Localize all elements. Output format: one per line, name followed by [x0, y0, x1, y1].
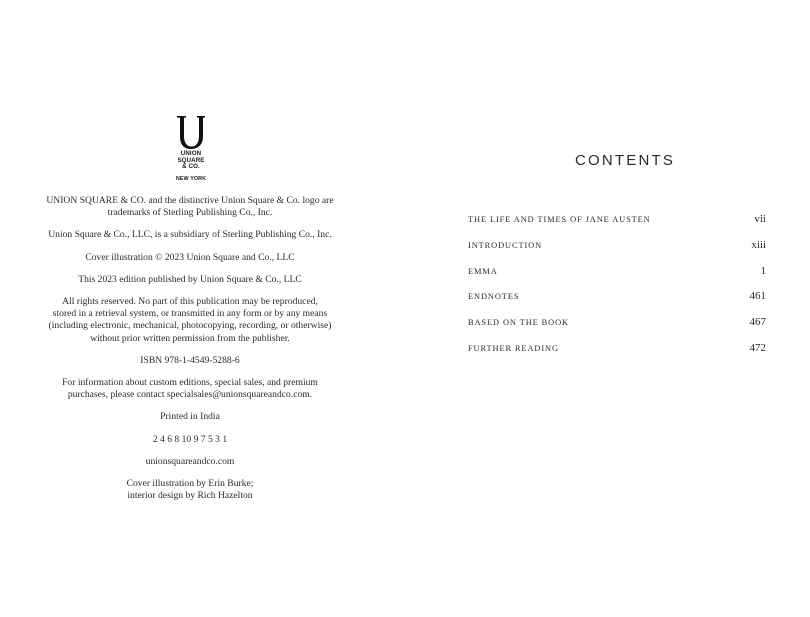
- toc-entry[interactable]: [468, 342, 766, 368]
- logo-line: SQUARE: [177, 156, 205, 164]
- toc-entry[interactable]: [468, 316, 766, 342]
- toc-entry[interactable]: [468, 265, 766, 291]
- text-line: interior design by Rich Hazelton: [127, 490, 253, 502]
- toc-entry-title: ENDNOTES: [468, 292, 520, 302]
- toc-entry-title: BASED ON THE BOOK: [468, 318, 569, 328]
- copyright-page: [0, 0, 395, 617]
- text-line: All rights reserved. No part of this publication may be reproduced,: [62, 296, 318, 308]
- contact-notice: [30, 377, 350, 401]
- toc-entry-page: 461: [749, 290, 766, 303]
- toc-entry-page: 1: [760, 264, 766, 277]
- printing-line: 2 4 6 8 10 9 7 5 3 1: [152, 433, 228, 445]
- text-line: (including electronic, mechanical, photocopying, recording, or otherwise): [48, 320, 332, 332]
- text-line: without prior written permission from the publisher.: [90, 332, 290, 344]
- copyright-block: [30, 195, 350, 512]
- text-line: purchases, please contact specialsales@unionsquareandco.com.: [67, 389, 313, 401]
- toc-entry-page: 467: [749, 316, 766, 329]
- toc-entry-title: INTRODUCTION: [468, 240, 543, 250]
- text-line: trademarks of Sterling Publishing Co., Inc.: [107, 207, 273, 219]
- website: unionsquareandco.com: [145, 455, 235, 467]
- logo-line: & CO.: [182, 163, 200, 171]
- toc-entry-page: xiii: [751, 238, 766, 251]
- toc-entry[interactable]: [468, 290, 766, 316]
- toc-entry-page: vii: [754, 213, 766, 225]
- logo-line: UNION: [180, 150, 202, 157]
- toc-entry-title: FURTHER READING: [468, 343, 559, 353]
- toc-entry[interactable]: [468, 239, 766, 265]
- printed-location: Printed in India: [160, 411, 220, 423]
- union-square-logo-icon: [174, 114, 208, 150]
- toc-entry-page: 472: [749, 341, 766, 354]
- isbn: ISBN 978-1-4549-5288-6: [140, 354, 240, 366]
- edition-notice: This 2023 edition published by Union Square & Co., LLC: [78, 273, 302, 285]
- toc-entry-title: THE LIFE AND TIMES OF JANE AUSTEN: [468, 215, 651, 224]
- design-credits: [30, 478, 350, 502]
- subsidiary-notice: Union Square & Co., LLC, is a subsidiary of Sterling Publishing Co., Inc.: [48, 229, 332, 241]
- toc-entry-title: EMMA: [468, 266, 498, 276]
- contents-heading: CONTENTS: [575, 152, 676, 169]
- logo-city: NEW YORK: [175, 175, 207, 182]
- toc-entry[interactable]: [468, 213, 766, 239]
- text-line: UNION SQUARE & CO. and the distinctive Union Square & Co. logo are: [46, 195, 334, 206]
- text-line: stored in a retrieval system, or transmitted in any form or by any means: [52, 308, 328, 320]
- cover-copyright: Cover illustration © 2023 Union Square and Co., LLC: [85, 251, 295, 263]
- publisher-logo: [169, 114, 213, 182]
- trademark-notice: [30, 195, 350, 219]
- text-line: Cover illustration by Erin Burke;: [126, 478, 254, 490]
- logo-wordmark: [169, 151, 213, 171]
- rights-notice: [30, 296, 350, 345]
- table-of-contents: [468, 213, 766, 368]
- text-line: For information about custom editions, special sales, and premium: [62, 377, 318, 389]
